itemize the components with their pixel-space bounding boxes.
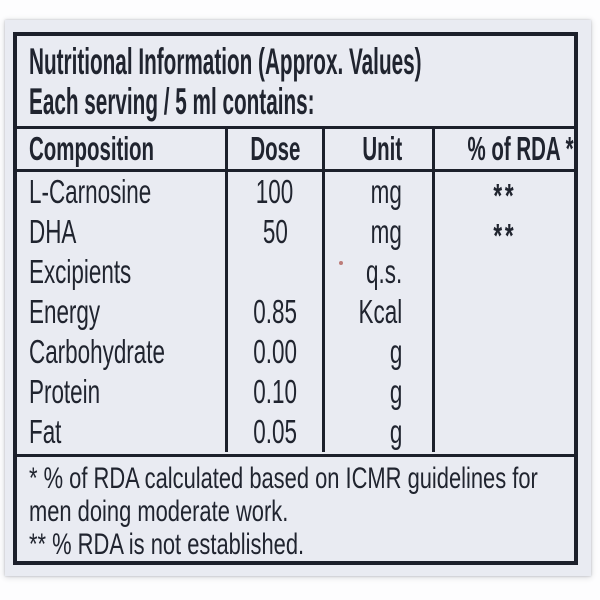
table-row (17, 212, 574, 252)
dose-value: 0.10 (253, 373, 297, 410)
cell-rda (435, 252, 574, 292)
cell-rda (435, 292, 574, 332)
cell-dose (228, 172, 325, 212)
column-header-rda-label: % of RDA * (467, 130, 574, 167)
cell-composition (17, 292, 228, 332)
footnote-line-3-row (17, 528, 574, 561)
rda-value: ** (493, 217, 516, 254)
table-row (17, 372, 574, 412)
print-artifact-dot (339, 261, 343, 265)
cell-unit (325, 172, 435, 212)
table-row (17, 252, 574, 292)
cell-rda (435, 212, 574, 252)
column-header-rda (435, 129, 600, 169)
table-row (17, 172, 574, 212)
cell-composition (17, 412, 228, 452)
cell-rda (435, 172, 574, 212)
cell-composition (17, 372, 228, 412)
composition-value: Energy (29, 293, 101, 330)
dose-value: 0.00 (253, 333, 297, 370)
cell-dose (228, 412, 325, 452)
cell-dose (228, 332, 325, 372)
composition-value: Fat (29, 413, 62, 450)
footnotes-section (17, 457, 574, 561)
cell-composition (17, 332, 228, 372)
cell-unit (325, 212, 435, 252)
dose-value: 0.85 (253, 293, 297, 330)
cell-unit (325, 412, 435, 452)
cell-unit (325, 252, 435, 292)
title-line-2-row (17, 82, 574, 122)
rda-value: ** (493, 177, 516, 214)
table-body (17, 172, 574, 457)
column-header-unit-label: Unit (362, 130, 402, 167)
composition-value: Protein (29, 373, 101, 410)
cell-composition (17, 252, 228, 292)
footnote-line-1-row (17, 462, 574, 495)
footnote-line-2: men doing moderate work. (29, 494, 289, 528)
cell-rda (435, 412, 574, 452)
cell-rda (435, 332, 574, 372)
table-row (17, 292, 574, 332)
unit-value: q.s. (365, 253, 402, 290)
cell-dose (228, 252, 325, 292)
unit-value: mg (370, 173, 402, 210)
cell-unit (325, 292, 435, 332)
nutrition-label (5, 20, 591, 576)
cell-composition (17, 212, 228, 252)
dose-value: 100 (256, 173, 294, 210)
title-line-2: Each serving / 5 ml contains: (29, 81, 315, 122)
column-header-unit (325, 129, 435, 169)
footnote-line-2-row (17, 495, 574, 528)
unit-value: g (389, 333, 402, 370)
title-line-1: Nutritional Information (Approx. Values) (29, 41, 422, 82)
unit-value: g (389, 373, 402, 410)
table-row (17, 332, 574, 372)
column-header-composition-label: Composition (29, 130, 155, 167)
column-header-dose-label: Dose (249, 130, 301, 167)
cell-dose (228, 292, 325, 332)
nutrition-table (13, 32, 578, 565)
composition-value: L-Carnosine (29, 173, 152, 210)
table-title-section (17, 36, 574, 129)
cell-dose (228, 372, 325, 412)
dose-value: 0.05 (253, 413, 297, 450)
column-header-dose (228, 129, 325, 169)
footnote-line-3: ** % RDA is not established. (29, 527, 305, 561)
cell-composition (17, 172, 228, 212)
unit-value: g (389, 413, 402, 450)
cell-rda (435, 372, 574, 412)
composition-value: Excipients (29, 253, 132, 290)
footnote-line-1: * % of RDA calculated based on ICMR guidelines for (29, 461, 538, 495)
unit-value: mg (370, 213, 402, 250)
title-line-1-row (17, 42, 574, 82)
table-row (17, 412, 574, 452)
table-header-row (17, 129, 574, 172)
column-header-composition (17, 129, 228, 169)
unit-value: Kcal (358, 293, 402, 330)
cell-unit (325, 332, 435, 372)
dose-value: 50 (262, 213, 288, 250)
composition-value: Carbohydrate (29, 333, 165, 370)
cell-dose (228, 212, 325, 252)
cell-unit (325, 372, 435, 412)
composition-value: DHA (29, 213, 77, 250)
